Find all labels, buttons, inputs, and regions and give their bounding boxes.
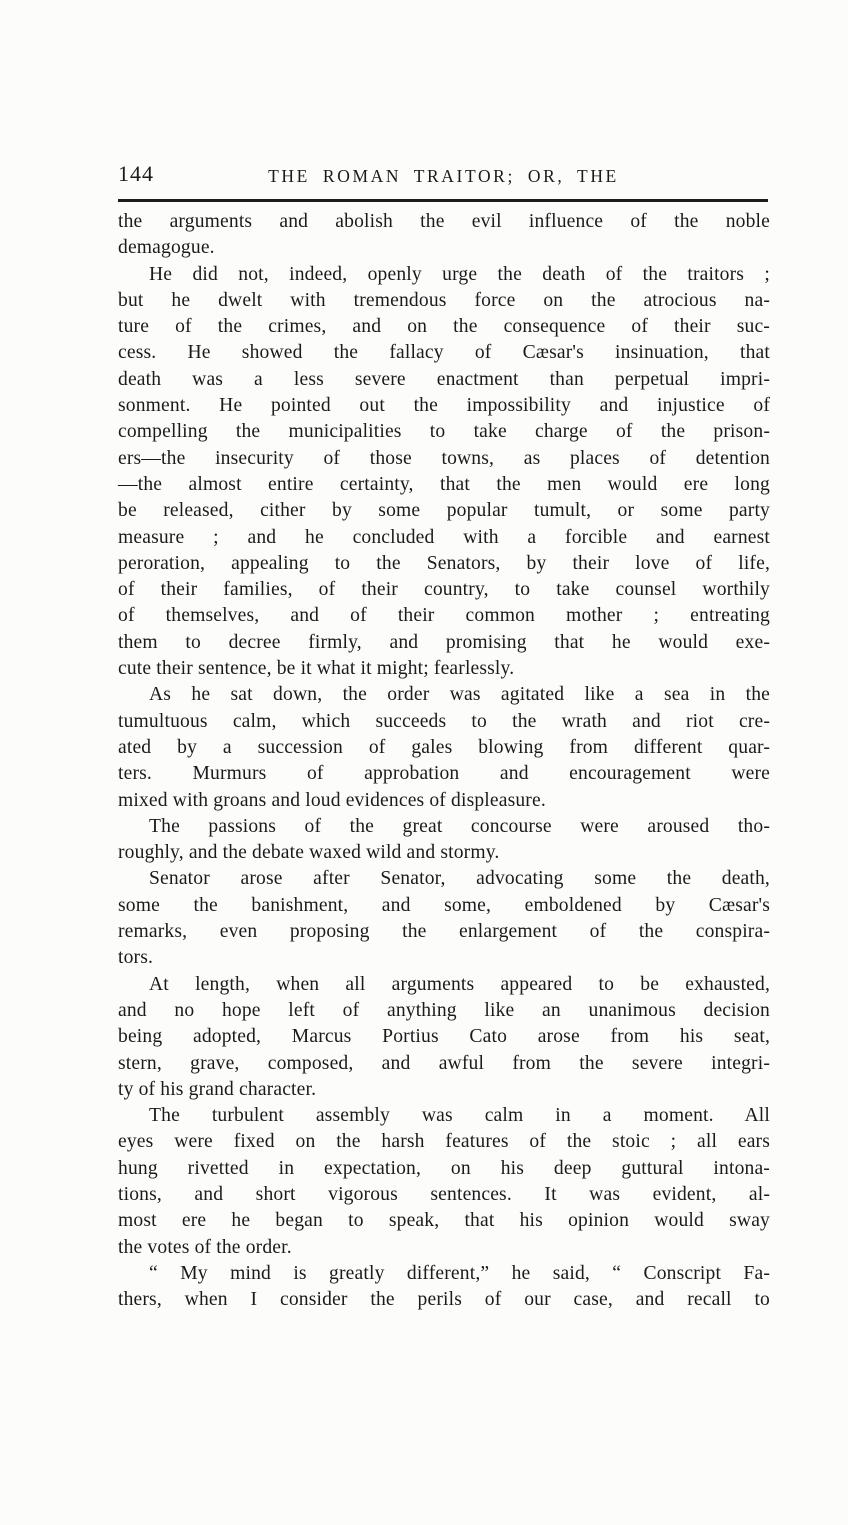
text-line: some the banishment, and some, emboldened by Cæsar's — [118, 894, 770, 916]
text-line: —the almost entire certainty, that the men would ere long — [118, 473, 770, 495]
text-line: tions, and short vigorous sentences. It was evident, al- — [118, 1183, 770, 1205]
text-line: remarks, even proposing the enlargement of the conspira- — [118, 921, 770, 943]
page-body — [118, 209, 770, 1313]
text-line: The passions of the great concourse were aroused tho- — [149, 815, 770, 837]
text-line: of their families, of their country, to take counsel worthily — [118, 579, 770, 601]
paragraph — [118, 209, 770, 262]
text-line: The turbulent assembly was calm in a moment. All — [149, 1105, 770, 1127]
text-line: ture of the crimes, and on the consequence of their suc- — [118, 316, 770, 338]
paragraph — [118, 866, 770, 971]
text-line: ers—the insecurity of those towns, as places of detention — [118, 447, 770, 469]
text-line: the arguments and abolish the evil influence of the noble — [118, 211, 770, 232]
text-line: being adopted, Marcus Portius Cato arose from his seat, — [118, 1026, 770, 1048]
text-line: At length, when all arguments appeared to be exhausted, — [149, 973, 770, 995]
text-line: eyes were fixed on the harsh features of the stoic ; all ears — [118, 1131, 770, 1153]
text-line: death was a less severe enactment than perpetual impri- — [118, 368, 770, 390]
text-line: hung rivetted in expectation, on his deep guttural intona- — [118, 1157, 770, 1179]
paragraph — [118, 814, 770, 867]
text-line: roughly, and the debate waxed wild and stormy. — [118, 842, 500, 864]
text-line: but he dwelt with tremendous force on the atrocious na- — [118, 289, 770, 311]
text-line: ated by a succession of gales blowing from different quar- — [118, 736, 770, 758]
page-number: 144 — [118, 161, 154, 186]
text-line: cute their sentence, be it what it might; fearlessly. — [118, 658, 515, 680]
text-line: be released, cither by some popular tumult, or some party — [118, 500, 770, 522]
paragraph — [118, 1103, 770, 1261]
text-line: measure ; and he concluded with a forcible and earnest — [118, 526, 770, 548]
paragraph — [118, 1261, 770, 1314]
text-line: the votes of the order. — [118, 1236, 292, 1258]
text-line: Senator arose after Senator, advocating some the death, — [149, 868, 770, 890]
text-line: As he sat down, the order was agitated like a sea in the — [149, 684, 770, 706]
text-line: compelling the municipalities to take charge of the prison- — [118, 421, 770, 443]
text-line: of themselves, and of their common mother ; entreating — [118, 605, 770, 627]
text-line: stern, grave, composed, and awful from the severe integri- — [118, 1052, 770, 1074]
text-line: ters. Murmurs of approbation and encouragement were — [118, 763, 770, 785]
text-line: ty of his grand character. — [118, 1078, 317, 1100]
running-title: THE ROMAN TRAITOR; OR, THE — [268, 166, 619, 186]
text-line: sonment. He pointed out the impossibility and injustice of — [118, 395, 770, 417]
text-line: tors. — [118, 947, 154, 969]
text-line: them to decree firmly, and promising that he would exe- — [118, 631, 770, 653]
page-header — [118, 161, 769, 191]
text-line: mixed with groans and loud evidences of displeasure. — [118, 789, 546, 811]
paragraph — [118, 682, 770, 813]
text-line: and no hope left of anything like an unanimous decision — [118, 999, 770, 1021]
text-line: tumultuous calm, which succeeds to the wrath and riot cre- — [118, 710, 770, 732]
text-line: thers, when I consider the perils of our case, and recall to — [118, 1289, 770, 1311]
paragraph — [118, 972, 770, 1103]
text-line: cess. He showed the fallacy of Cæsar's insinuation, that — [118, 342, 770, 364]
header-rule — [118, 199, 768, 202]
text-line: demagogue. — [118, 237, 215, 259]
text-line: peroration, appealing to the Senators, by their love of life, — [118, 552, 770, 574]
text-line: most ere he began to speak, that his opinion would sway — [118, 1210, 770, 1232]
text-line: “ My mind is greatly different,” he said, “ Conscript Fa- — [149, 1262, 770, 1284]
text-line: He did not, indeed, openly urge the death of the traitors ; — [149, 263, 770, 285]
paragraph — [118, 262, 770, 683]
